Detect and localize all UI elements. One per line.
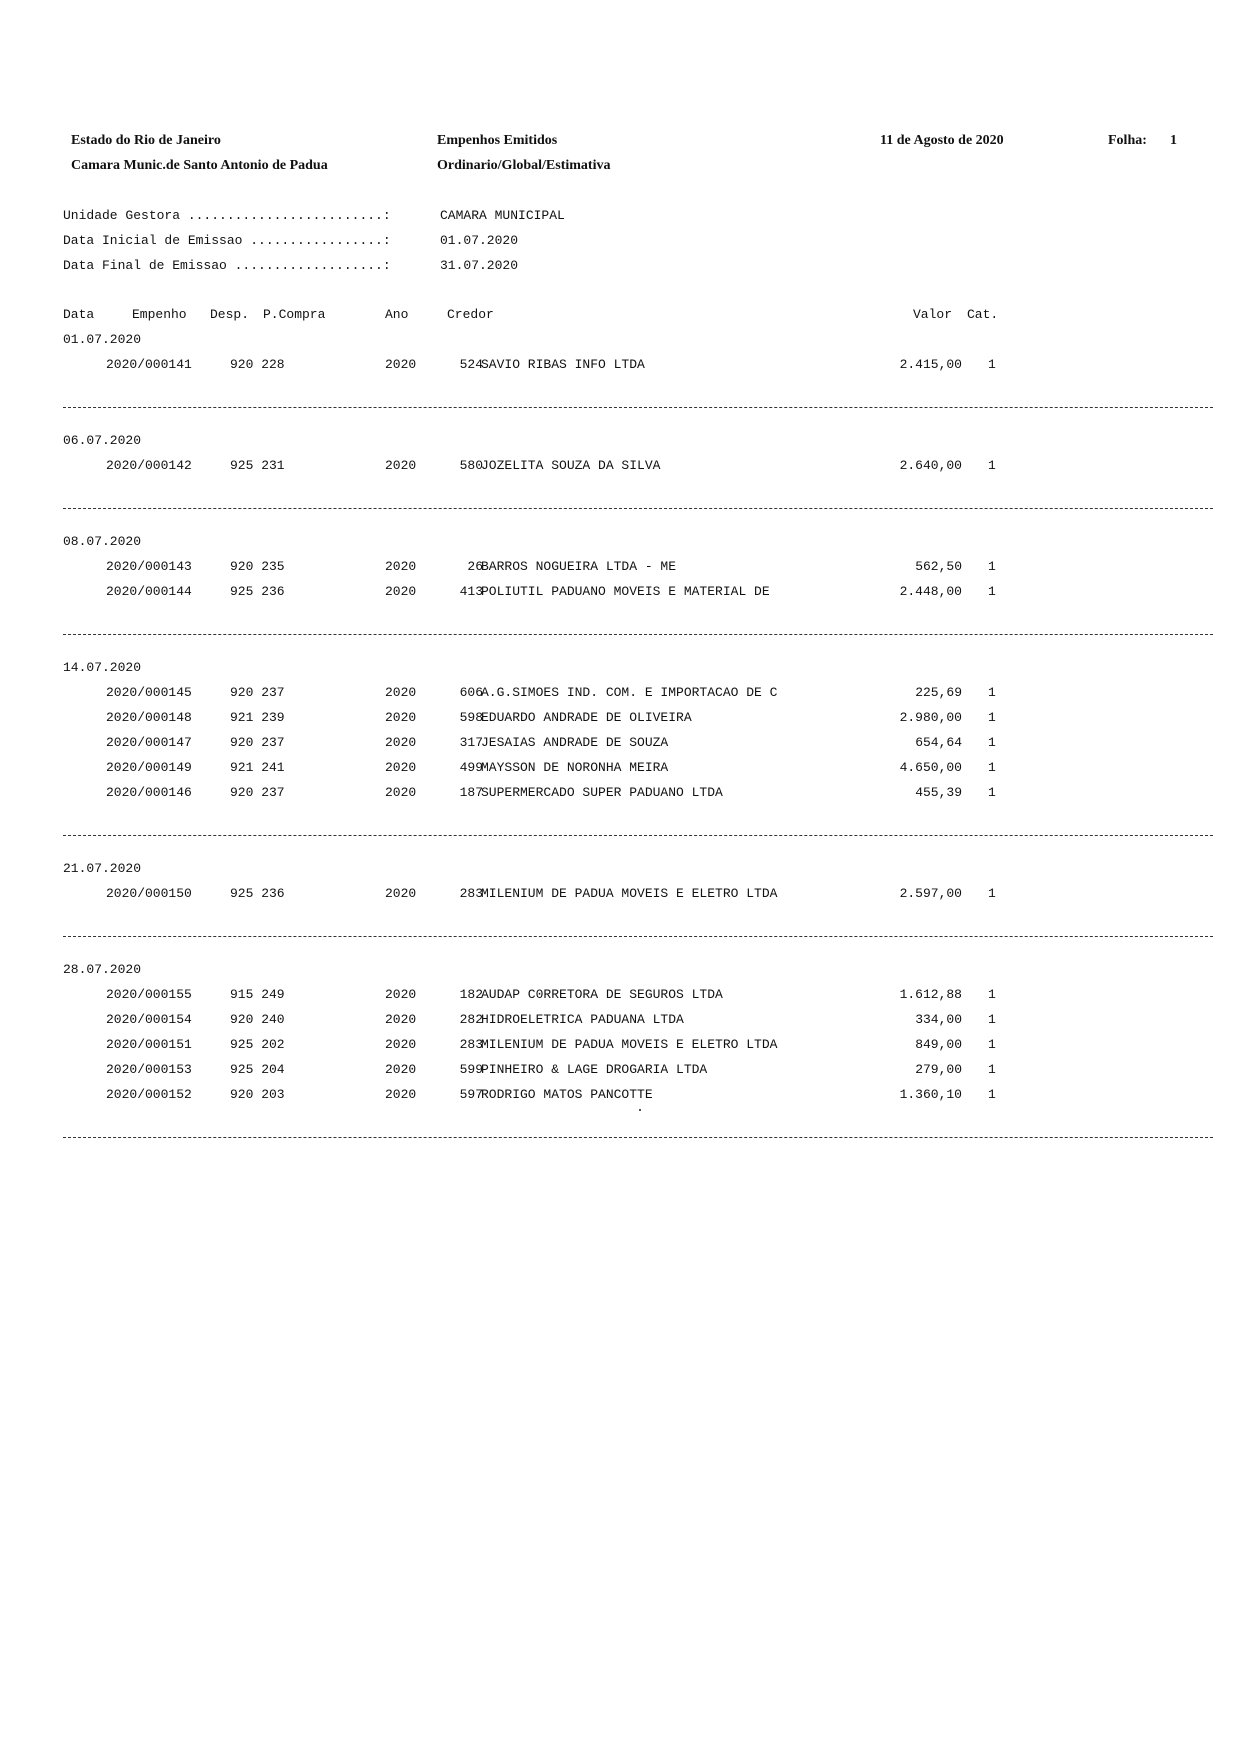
cell-valor: 2.448,00 xyxy=(899,584,962,599)
table-row xyxy=(63,730,1213,755)
cell-credor-code: 599 xyxy=(459,1062,483,1077)
cell-valor: 225,69 xyxy=(915,685,962,700)
cell-credor-code: 26 xyxy=(467,559,483,574)
spacer xyxy=(63,641,1213,655)
cell-ano: 2020 xyxy=(385,1037,417,1052)
dashed-separator xyxy=(63,835,1213,836)
cell-empenho: 2020/000147 xyxy=(106,735,192,750)
cell-ano: 2020 xyxy=(385,886,417,901)
cell-credor-code: 580 xyxy=(459,458,483,473)
cell-empenho: 2020/000155 xyxy=(106,987,192,1002)
cell-cat: 1 xyxy=(988,987,996,1002)
cell-ano: 2020 xyxy=(385,1062,417,1077)
cell-ano: 2020 xyxy=(385,584,417,599)
dashed-separator xyxy=(63,508,1213,509)
folha-label: Folha: xyxy=(1108,133,1147,148)
cell-empenho: 2020/000153 xyxy=(106,1062,192,1077)
cell-cat: 1 xyxy=(988,785,996,800)
cell-ano: 2020 xyxy=(385,710,417,725)
spacer xyxy=(63,515,1213,529)
cell-empenho: 2020/000146 xyxy=(106,785,192,800)
cell-desp: 925 231 xyxy=(230,458,285,473)
report-table xyxy=(63,302,1213,1158)
cell-valor: 1.360,10 xyxy=(899,1087,962,1102)
cell-empenho: 2020/000143 xyxy=(106,559,192,574)
table-row xyxy=(63,579,1213,604)
cell-valor: 2.640,00 xyxy=(899,458,962,473)
cell-credor-code: 187 xyxy=(459,785,483,800)
cell-cat: 1 xyxy=(988,1087,996,1102)
header-line-1 xyxy=(71,128,1221,153)
cell-empenho: 2020/000154 xyxy=(106,1012,192,1027)
cell-credor-code: 606 xyxy=(459,685,483,700)
group-separator-space xyxy=(63,1107,1213,1144)
cell-ano: 2020 xyxy=(385,760,417,775)
col-ano: Ano xyxy=(385,307,409,322)
cell-empenho: 2020/000141 xyxy=(106,357,192,372)
group-date: 28.07.2020 xyxy=(63,962,142,977)
table-row xyxy=(63,1007,1213,1032)
table-row xyxy=(63,982,1213,1007)
group-separator-space xyxy=(63,478,1213,515)
cell-cat: 1 xyxy=(988,584,996,599)
table-row xyxy=(63,755,1213,780)
cell-desp: 925 204 xyxy=(230,1062,285,1077)
cell-credor: MILENIUM DE PADUA MOVEIS E ELETRO LTDA xyxy=(481,886,778,901)
cell-credor-code: 524 xyxy=(459,357,483,372)
cell-cat: 1 xyxy=(988,760,996,775)
column-headers xyxy=(63,302,1213,327)
spacer xyxy=(63,943,1213,957)
cell-credor-code: 283 xyxy=(459,886,483,901)
cell-empenho: 2020/000142 xyxy=(106,458,192,473)
table-row xyxy=(63,352,1213,377)
col-cat: Cat. xyxy=(967,307,999,322)
cell-ano: 2020 xyxy=(385,1012,417,1027)
col-valor: Valor xyxy=(913,307,953,322)
cell-valor: 455,39 xyxy=(915,785,962,800)
cell-credor-code: 413 xyxy=(459,584,483,599)
cell-ano: 2020 xyxy=(385,458,417,473)
cell-credor-code: 598 xyxy=(459,710,483,725)
cell-credor: HIDROELETRICA PADUANA LTDA xyxy=(481,1012,684,1027)
cell-desp: 921 241 xyxy=(230,760,285,775)
cell-cat: 1 xyxy=(988,735,996,750)
cell-cat: 1 xyxy=(988,710,996,725)
table-row xyxy=(63,680,1213,705)
cell-desp: 920 240 xyxy=(230,1012,285,1027)
dashed-separator xyxy=(63,407,1213,408)
report-title: Empenhos Emitidos xyxy=(437,133,558,148)
cell-desp: 925 236 xyxy=(230,584,285,599)
cell-credor: PINHEIRO & LAGE DROGARIA LTDA xyxy=(481,1062,708,1077)
cell-desp: 920 237 xyxy=(230,785,285,800)
param-label: Unidade Gestora .........................: xyxy=(63,208,391,223)
cell-credor: SAVIO RIBAS INFO LTDA xyxy=(481,357,645,372)
cell-valor: 4.650,00 xyxy=(899,760,962,775)
cell-valor: 654,64 xyxy=(915,735,962,750)
cell-credor: JESAIAS ANDRADE DE SOUZA xyxy=(481,735,669,750)
col-desp: Desp. xyxy=(210,307,250,322)
spacer xyxy=(63,414,1213,428)
entity-name: Camara Munic.de Santo Antonio de Padua xyxy=(71,158,328,173)
cell-credor: MILENIUM DE PADUA MOVEIS E ELETRO LTDA xyxy=(481,1037,778,1052)
table-row xyxy=(63,453,1213,478)
cell-empenho: 2020/000150 xyxy=(106,886,192,901)
cell-valor: 2.415,00 xyxy=(899,357,962,372)
cell-credor: MAYSSON DE NORONHA MEIRA xyxy=(481,760,669,775)
cell-credor: EDUARDO ANDRADE DE OLIVEIRA xyxy=(481,710,692,725)
cell-desp: 920 237 xyxy=(230,685,285,700)
cell-desp: 915 249 xyxy=(230,987,285,1002)
cell-valor: 562,50 xyxy=(915,559,962,574)
cell-empenho: 2020/000152 xyxy=(106,1087,192,1102)
cell-desp: 925 236 xyxy=(230,886,285,901)
cell-credor-code: 182 xyxy=(459,987,483,1002)
cell-desp: 921 239 xyxy=(230,710,285,725)
cell-ano: 2020 xyxy=(385,685,417,700)
cell-credor: RODRIGO MATOS PANCOTTE xyxy=(481,1087,653,1102)
param-label: Data Final de Emissao ...................: xyxy=(63,258,391,273)
group-separator-space xyxy=(63,377,1213,414)
cell-cat: 1 xyxy=(988,357,996,372)
report-header xyxy=(71,128,1221,178)
cell-credor-code: 317 xyxy=(459,735,483,750)
param-value: 01.07.2020 xyxy=(440,233,519,248)
cell-cat: 1 xyxy=(988,685,996,700)
cell-desp: 920 235 xyxy=(230,559,285,574)
cell-cat: 1 xyxy=(988,1012,996,1027)
cell-valor: 849,00 xyxy=(915,1037,962,1052)
cell-valor: 1.612,88 xyxy=(899,987,962,1002)
cell-valor: 334,00 xyxy=(915,1012,962,1027)
param-value: 31.07.2020 xyxy=(440,258,519,273)
spacer xyxy=(63,1144,1213,1158)
cell-empenho: 2020/000145 xyxy=(106,685,192,700)
table-row xyxy=(63,1082,1213,1107)
cell-empenho: 2020/000148 xyxy=(106,710,192,725)
param-value: CAMARA MUNICIPAL xyxy=(440,208,565,223)
table-row xyxy=(63,1032,1213,1057)
table-row xyxy=(63,780,1213,805)
param-label: Data Inicial de Emissao .................: xyxy=(63,233,391,248)
group-date: 14.07.2020 xyxy=(63,660,142,675)
dashed-separator xyxy=(63,634,1213,635)
cell-credor-code: 282 xyxy=(459,1012,483,1027)
cell-desp: 920 237 xyxy=(230,735,285,750)
cell-cat: 1 xyxy=(988,1037,996,1052)
date-groups xyxy=(63,327,1213,1158)
group-separator-space xyxy=(63,805,1213,842)
spacer xyxy=(63,842,1213,856)
cell-cat: 1 xyxy=(988,1062,996,1077)
cell-credor-code: 283 xyxy=(459,1037,483,1052)
cell-desp: 920 203 xyxy=(230,1087,285,1102)
header-line-2 xyxy=(71,153,1221,178)
cell-credor-code: 597 xyxy=(459,1087,483,1102)
cell-ano: 2020 xyxy=(385,987,417,1002)
cell-empenho: 2020/000144 xyxy=(106,584,192,599)
cell-desp: 925 202 xyxy=(230,1037,285,1052)
cell-empenho: 2020/000149 xyxy=(106,760,192,775)
cell-valor: 2.597,00 xyxy=(899,886,962,901)
state-name: Estado do Rio de Janeiro xyxy=(71,133,221,148)
group-date: 08.07.2020 xyxy=(63,534,142,549)
table-row xyxy=(63,881,1213,906)
cell-ano: 2020 xyxy=(385,1087,417,1102)
group-separator-space xyxy=(63,604,1213,641)
group-date: 01.07.2020 xyxy=(63,332,142,347)
cell-ano: 2020 xyxy=(385,357,417,372)
cell-cat: 1 xyxy=(988,886,996,901)
col-empenho: Empenho xyxy=(132,307,187,322)
dashed-separator xyxy=(63,1137,1213,1138)
col-credor: Credor xyxy=(447,307,494,322)
cell-empenho: 2020/000151 xyxy=(106,1037,192,1052)
cell-ano: 2020 xyxy=(385,785,417,800)
col-pcompra: P.Compra xyxy=(263,307,326,322)
cell-credor-code: 499 xyxy=(459,760,483,775)
cell-desp: 920 228 xyxy=(230,357,285,372)
cell-credor: JOZELITA SOUZA DA SILVA xyxy=(481,458,661,473)
cell-credor: BARROS NOGUEIRA LTDA - ME xyxy=(481,559,677,574)
table-row xyxy=(63,1057,1213,1082)
cell-credor: AUDAP C0RRETORA DE SEGUROS LTDA xyxy=(481,987,723,1002)
cell-credor: POLIUTIL PADUANO MOVEIS E MATERIAL DE xyxy=(481,584,770,599)
cell-cat: 1 xyxy=(988,458,996,473)
cell-credor: A.G.SIMOES IND. COM. E IMPORTACAO DE C xyxy=(481,685,778,700)
cell-ano: 2020 xyxy=(385,559,417,574)
stray-dot xyxy=(639,1109,641,1111)
dashed-separator xyxy=(63,936,1213,937)
cell-cat: 1 xyxy=(988,559,996,574)
report-date: 11 de Agosto de 2020 xyxy=(880,133,1004,148)
group-date: 21.07.2020 xyxy=(63,861,142,876)
cell-valor: 279,00 xyxy=(915,1062,962,1077)
cell-credor: SUPERMERCADO SUPER PADUANO LTDA xyxy=(481,785,723,800)
report-subtitle: Ordinario/Global/Estimativa xyxy=(437,158,611,173)
group-separator-space xyxy=(63,906,1213,943)
folha-value: 1 xyxy=(1170,133,1177,148)
table-row xyxy=(63,705,1213,730)
table-row xyxy=(63,554,1213,579)
group-date: 06.07.2020 xyxy=(63,433,142,448)
cell-ano: 2020 xyxy=(385,735,417,750)
col-data: Data xyxy=(63,307,95,322)
cell-valor: 2.980,00 xyxy=(899,710,962,725)
